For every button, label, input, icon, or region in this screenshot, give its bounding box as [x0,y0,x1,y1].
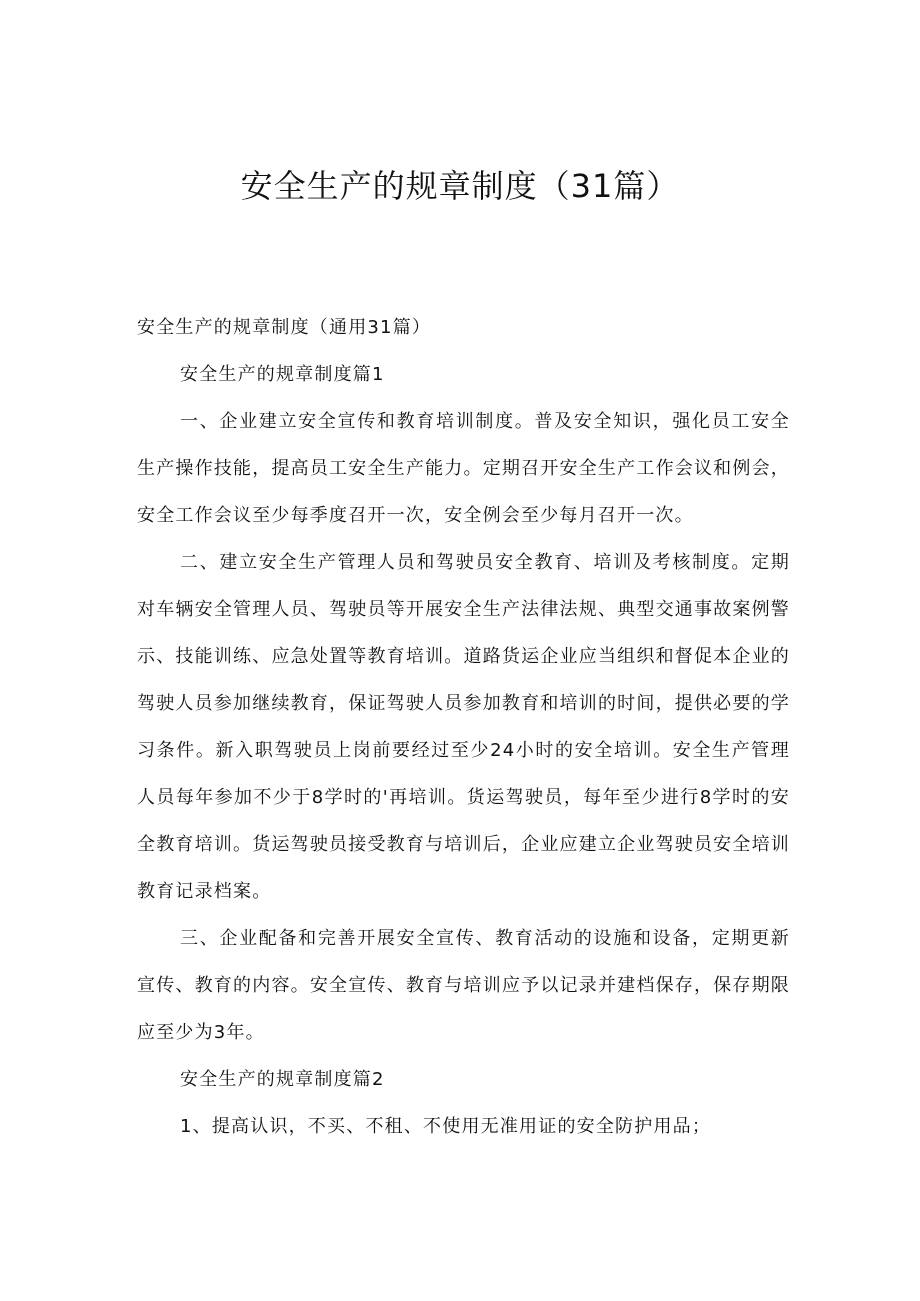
document-subtitle: 安全生产的规章制度（通用31篇） [137,317,432,338]
paragraph: 二、建立安全生产管理人员和驾驶员安全教育、培训及考核制度。定期对车辆安全管理人员、驾驶员等开展安全生产法律法规、典型交通事故案例警示、技能训练、应急处置等教育培训。道路货运企业应当组织和督促本企业的驾驶人员参加继续教育，保证驾驶人员参加教育和培训的时间，提供必要的学习条件。新入职驾驶员上岗前要经过至少24小时的安全培训。安全生产管理人员每年参加不少于8学时的'再培训。货运驾驶员，每年至少进行8学时的安全教育培训。货运驾驶员接受教育与培训后，企业应建立企业驾驶员安全培训教育记录档案。 [137,552,790,902]
document-title: 安全生产的规章制度（31篇） [240,167,680,205]
document-body [137,304,790,1150]
section-heading: 安全生产的规章制度篇1 [180,364,385,385]
section-heading: 安全生产的规章制度篇2 [180,1069,385,1090]
paragraph: 一、企业建立安全宣传和教育培训制度。普及安全知识，强化员工安全生产操作技能，提高员工安全生产能力。定期召开安全生产工作会议和例会，安全工作会议至少每季度召开一次，安全例会至少每月召开一次。 [137,411,790,526]
paragraph: 三、企业配备和完善开展安全宣传、教育活动的设施和设备，定期更新宣传、教育的内容。安全宣传、教育与培训应予以记录并建档保存，保存期限应至少为3年。 [137,928,790,1043]
paragraph: 1、提高认识，不买、不租、不使用无准用证的安全防护用品； [180,1116,712,1137]
